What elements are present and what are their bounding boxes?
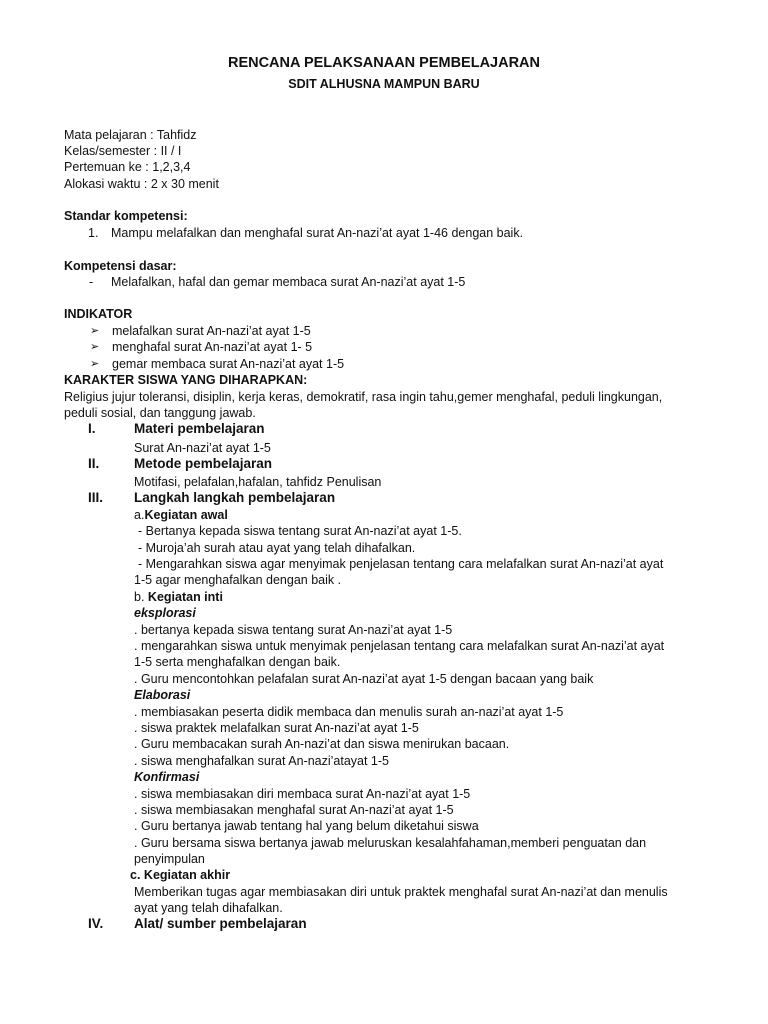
konfirmasi-line: . siswa membiasakan menghafal surat An-nazi’at ayat 1-5 [134, 803, 454, 817]
document-title: RENCANA PELAKSANAAN PEMBELAJARAN [227, 55, 541, 71]
eksplorasi-line: . mengarahkan siswa untuk menyimak penjelasan tentang cara melafalkan surat An-nazi’at ayat [134, 639, 665, 653]
eksplorasi-heading: eksplorasi [134, 606, 196, 620]
awal-line: - Muroja’ah surah atau ayat yang telah dihafalkan. [138, 541, 416, 555]
section-number: I. [88, 421, 96, 436]
akhir-line: ayat yang telah dihafalkan. [134, 901, 283, 915]
section-number: III. [88, 490, 104, 505]
indikator-heading: INDIKATOR [64, 307, 133, 321]
elaborasi-heading: Elaborasi [134, 688, 191, 702]
elaborasi-line: . siswa praktek melafalkan surat An-nazi’at ayat 1-5 [134, 721, 419, 735]
section-title-langkah: Langkah langkah pembelajaran [134, 490, 336, 505]
document-subtitle: SDIT ALHUSNA MAMPUN BARU [288, 77, 480, 91]
section-title-materi: Materi pembelajaran [134, 421, 265, 436]
eksplorasi-line: . bertanya kepada siswa tentang surat An-nazi’at ayat 1-5 [134, 623, 453, 637]
section-title-alat: Alat/ sumber pembelajaran [134, 916, 307, 931]
karakter-line: peduli sosial, dan tanggung jawab. [64, 406, 256, 420]
konfirmasi-heading: Konfirmasi [134, 770, 200, 784]
kegiatan-awal-heading: a.Kegiatan awal [134, 508, 228, 522]
konfirmasi-line: . Guru bertanya jawab tentang hal yang belum diketahui siswa [134, 819, 479, 833]
arrow-bullet-icon: ➢ [90, 325, 100, 337]
eksplorasi-line: 1-5 serta menghafalkan dengan baik. [134, 655, 341, 669]
kompetensi-item: Melafalkan, hafal dan gemar membaca surat An-nazi’at ayat 1-5 [111, 275, 466, 289]
standar-item: Mampu melafalkan dan menghafal surat An-nazi’at ayat 1-46 dengan baik. [111, 226, 524, 240]
section-title-metode: Metode pembelajaran [134, 456, 273, 471]
akhir-line: Memberikan tugas agar membiasakan diri untuk praktek menghafal surat An-nazi’at dan menulis [134, 885, 668, 899]
info-subject: Mata pelajaran : Tahfidz [64, 128, 197, 142]
info-class-semester: Kelas/semester : II / I [64, 144, 182, 158]
konfirmasi-line: . siswa membiasakan diri membaca surat An-nazi’at ayat 1-5 [134, 787, 471, 801]
karakter-line: Religius jujur toleransi, disiplin, kerja keras, demokratif, rasa ingin tahu,gemer menghafal, peduli lingkungan, [64, 390, 663, 404]
info-time: Alokasi waktu : 2 x 30 menit [64, 177, 219, 191]
section-number: IV. [88, 916, 104, 931]
kegiatan-inti-heading: b. Kegiatan inti [134, 590, 223, 604]
indikator-item: gemar membaca surat An-nazi’at ayat 1-5 [112, 357, 345, 371]
kompetensi-dash: - [89, 275, 94, 289]
standar-number: 1. [88, 226, 99, 240]
konfirmasi-line: penyimpulan [134, 852, 205, 866]
awal-line: - Mengarahkan siswa agar menyimak penjelasan tentang cara melafalkan surat An-nazi’at ayat [138, 557, 664, 571]
info-meeting: Pertemuan ke : 1,2,3,4 [64, 160, 191, 174]
arrow-bullet-icon: ➢ [90, 341, 100, 353]
elaborasi-line: . siswa menghafalkan surat An-nazi’atayat 1-5 [134, 754, 389, 768]
awal-line: 1-5 agar menghafalkan dengan baik . [134, 573, 342, 587]
section-body: Surat An-nazi’at ayat 1-5 [134, 441, 271, 455]
arrow-bullet-icon: ➢ [90, 358, 100, 370]
elaborasi-line: . Guru membacakan surah An-nazi’at dan siswa menirukan bacaan. [134, 737, 510, 751]
elaborasi-line: . membiasakan peserta didik membaca dan menulis surah an-nazi’at ayat 1-5 [134, 705, 564, 719]
section-number: II. [88, 456, 100, 471]
kegiatan-akhir-heading: c. Kegiatan akhir [130, 868, 231, 882]
kompetensi-heading: Kompetensi dasar: [64, 259, 177, 273]
indikator-item: menghafal surat An-nazi’at ayat 1- 5 [112, 340, 313, 354]
awal-line: - Bertanya kepada siswa tentang surat An-nazi’at ayat 1-5. [138, 524, 462, 538]
eksplorasi-line: . Guru mencontohkan pelafalan surat An-nazi’at ayat 1-5 dengan bacaan yang baik [134, 672, 594, 686]
section-body: Motifasi, pelafalan,hafalan, tahfidz Penulisan [134, 475, 382, 489]
konfirmasi-line: . Guru bersama siswa bertanya jawab meluruskan kesalahfahaman,memberi penguatan dan [134, 836, 647, 850]
indikator-item: melafalkan surat An-nazi’at ayat 1-5 [112, 324, 311, 338]
standar-heading: Standar kompetensi: [64, 209, 188, 223]
karakter-heading: KARAKTER SISWA YANG DIHARAPKAN: [64, 373, 308, 387]
